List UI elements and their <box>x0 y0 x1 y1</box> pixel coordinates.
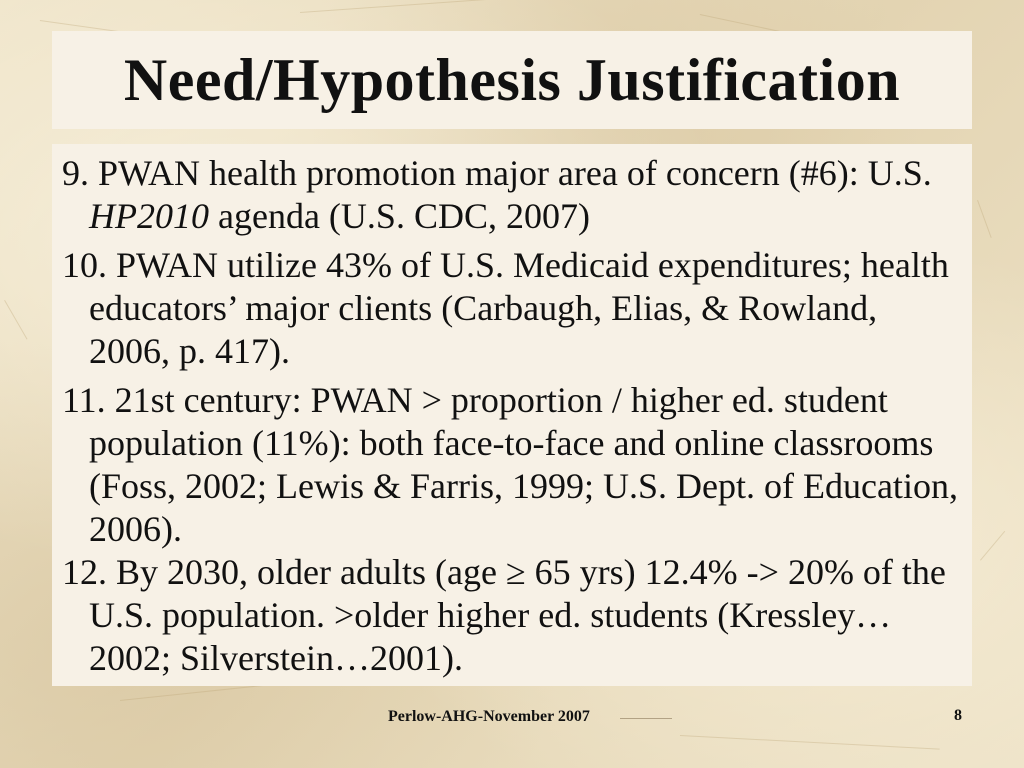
list-item <box>62 152 967 238</box>
list-item: 11. 21st century: PWAN > proportion / higher ed. student population (11%): both face-to-face and online classrooms (Foss, 2002; Lewis & Farris, 1999; U.S. Dept. of Education, 2006). <box>62 380 958 549</box>
slide-title: Need/Hypothesis Justification <box>123 46 901 113</box>
content-panel <box>52 144 972 686</box>
bullet-list <box>62 152 967 686</box>
page-number: 8 <box>954 707 962 724</box>
paper-fiber <box>980 531 1005 561</box>
paper-fiber <box>680 735 940 750</box>
list-item-text: agenda (U.S. CDC, 2007) <box>209 196 590 236</box>
footer-text: Perlow-AHG-November 2007 <box>388 708 590 725</box>
paper-fiber <box>4 300 27 339</box>
paper-fiber <box>977 200 992 238</box>
title-panel <box>52 31 972 129</box>
list-item-text: 9. PWAN health promotion major area of concern (#6): U.S. <box>62 153 932 193</box>
footer-divider <box>620 718 672 719</box>
list-item-italic: HP2010 <box>89 196 209 236</box>
list-item: 12. By 2030, older adults (age ≥ 65 yrs) 12.4% -> 20% of the U.S. population. >older higher ed. students (Kressley…2002; Silverstein…2001). <box>62 552 946 678</box>
list-item: 10. PWAN utilize 43% of U.S. Medicaid expenditures; health educators’ major clients (Carbaugh, Elias, & Rowland, 2006, p. 417). <box>62 245 949 371</box>
paper-fiber <box>300 0 539 13</box>
